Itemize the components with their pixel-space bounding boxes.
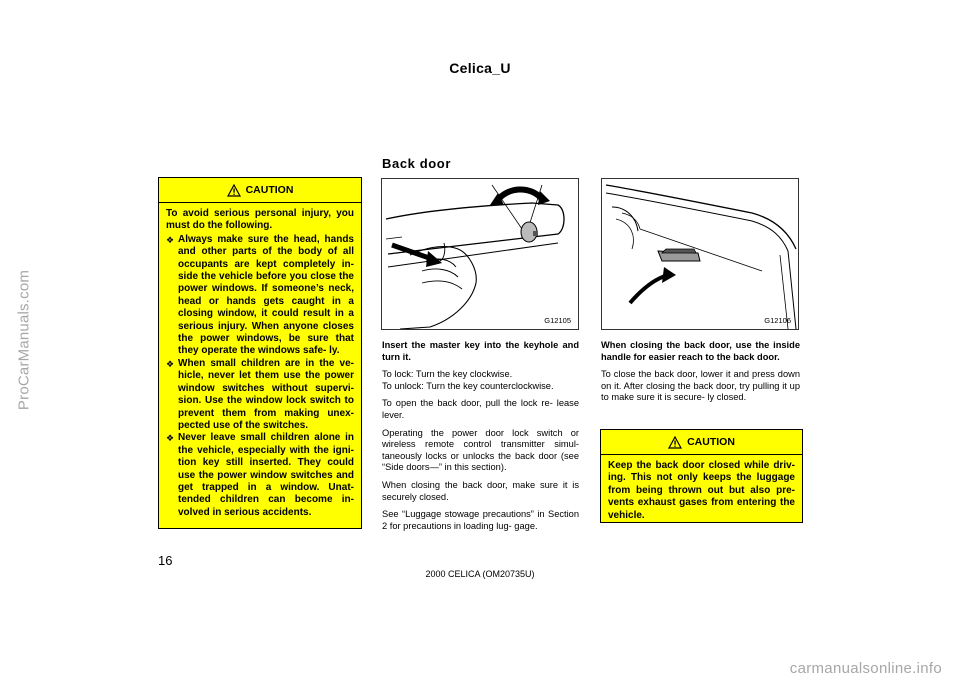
figure-inside-handle [601, 178, 799, 330]
caution-label: CAUTION [687, 436, 735, 448]
side-watermark [4, 150, 44, 530]
figure-code: G12106 [764, 316, 791, 325]
warning-triangle-icon [227, 184, 241, 197]
warning-triangle-icon [668, 436, 682, 449]
caution-label: CAUTION [245, 184, 294, 196]
instruction-heading: When closing the back door, use the inside handle for easier reach to the back door. [601, 340, 800, 362]
text-column-middle [382, 340, 579, 538]
key-keyhole-illustration [382, 179, 578, 329]
caution-header [159, 178, 361, 203]
caution-box-back-door [600, 429, 803, 523]
caution-list [166, 234, 354, 519]
caution-intro: To avoid serious personal injury, you must do the following. [166, 208, 354, 232]
caution-box-windows [158, 177, 362, 529]
caution-text: Keep the back door closed while driv- ing. This not only keeps the luggage from being thrown out but also pre- vents exhaust gases from entering the vehicle. [608, 460, 795, 521]
caution-body [601, 455, 802, 529]
caution-item: ❖ Never leave small children alone in the vehicle, especially with the igni- tion key still inserted. They could use the power window switches and get trapped in a window. Unat- tended children can become in- volved in serious accidents. [166, 432, 354, 519]
paragraph: When closing the back door, make sure it is securely closed. [382, 479, 579, 502]
lock-line: To lock: Turn the key clockwise. [382, 369, 513, 380]
figure-code: G12105 [544, 316, 571, 325]
caution-item: ❖ When small children are in the ve- hicle, never let them use the power window switches without supervi- sion. Use the window lock switch to prevent them from making unex- pected use of the switches. [166, 358, 354, 432]
bottom-watermark: carmanualsonline.info [789, 660, 942, 677]
footer-model: 2000 CELICA (OM20735U) [425, 569, 535, 579]
page-number: 16 [158, 553, 173, 568]
instruction-heading: Insert the master key into the keyhole and turn it. [382, 340, 579, 362]
section-title: Back door [382, 156, 451, 171]
lock-instructions [382, 369, 579, 392]
inside-handle-illustration [602, 179, 798, 329]
paragraph: Operating the power door lock switch or wireless remote control transmitter simul- taneously locks or unlocks the back door (see “Side doors—” in this section). [382, 427, 579, 473]
figure-key-keyhole [381, 178, 579, 330]
caution-header [601, 430, 802, 455]
caution-item: ❖ Always make sure the head, hands and other parts of the body of all occupants are kept completely in- side the vehicle before you close the power windows. If someone’s neck, head or hands gets caught in a closing window, it could result in a serious injury. When anyone closes the power windows, be sure that they operate the windows safe- ly. [166, 234, 354, 358]
caution-body [159, 203, 361, 525]
side-watermark-text: ProCarManuals.com [15, 269, 33, 411]
paragraph: See “Luggage stowage precautions” in Section 2 for precautions in loading lug- gage. [382, 509, 579, 531]
header-title: Celica_U [449, 60, 511, 76]
paragraph: To open the back door, pull the lock re- lease lever. [382, 398, 579, 420]
text-column-right [601, 340, 800, 410]
unlock-line: To unlock: Turn the key counterclockwise. [382, 380, 554, 391]
paragraph: To close the back door, lower it and press down on it. After closing the back door, try pulling it up to make sure it is secure- ly closed. [601, 369, 800, 403]
